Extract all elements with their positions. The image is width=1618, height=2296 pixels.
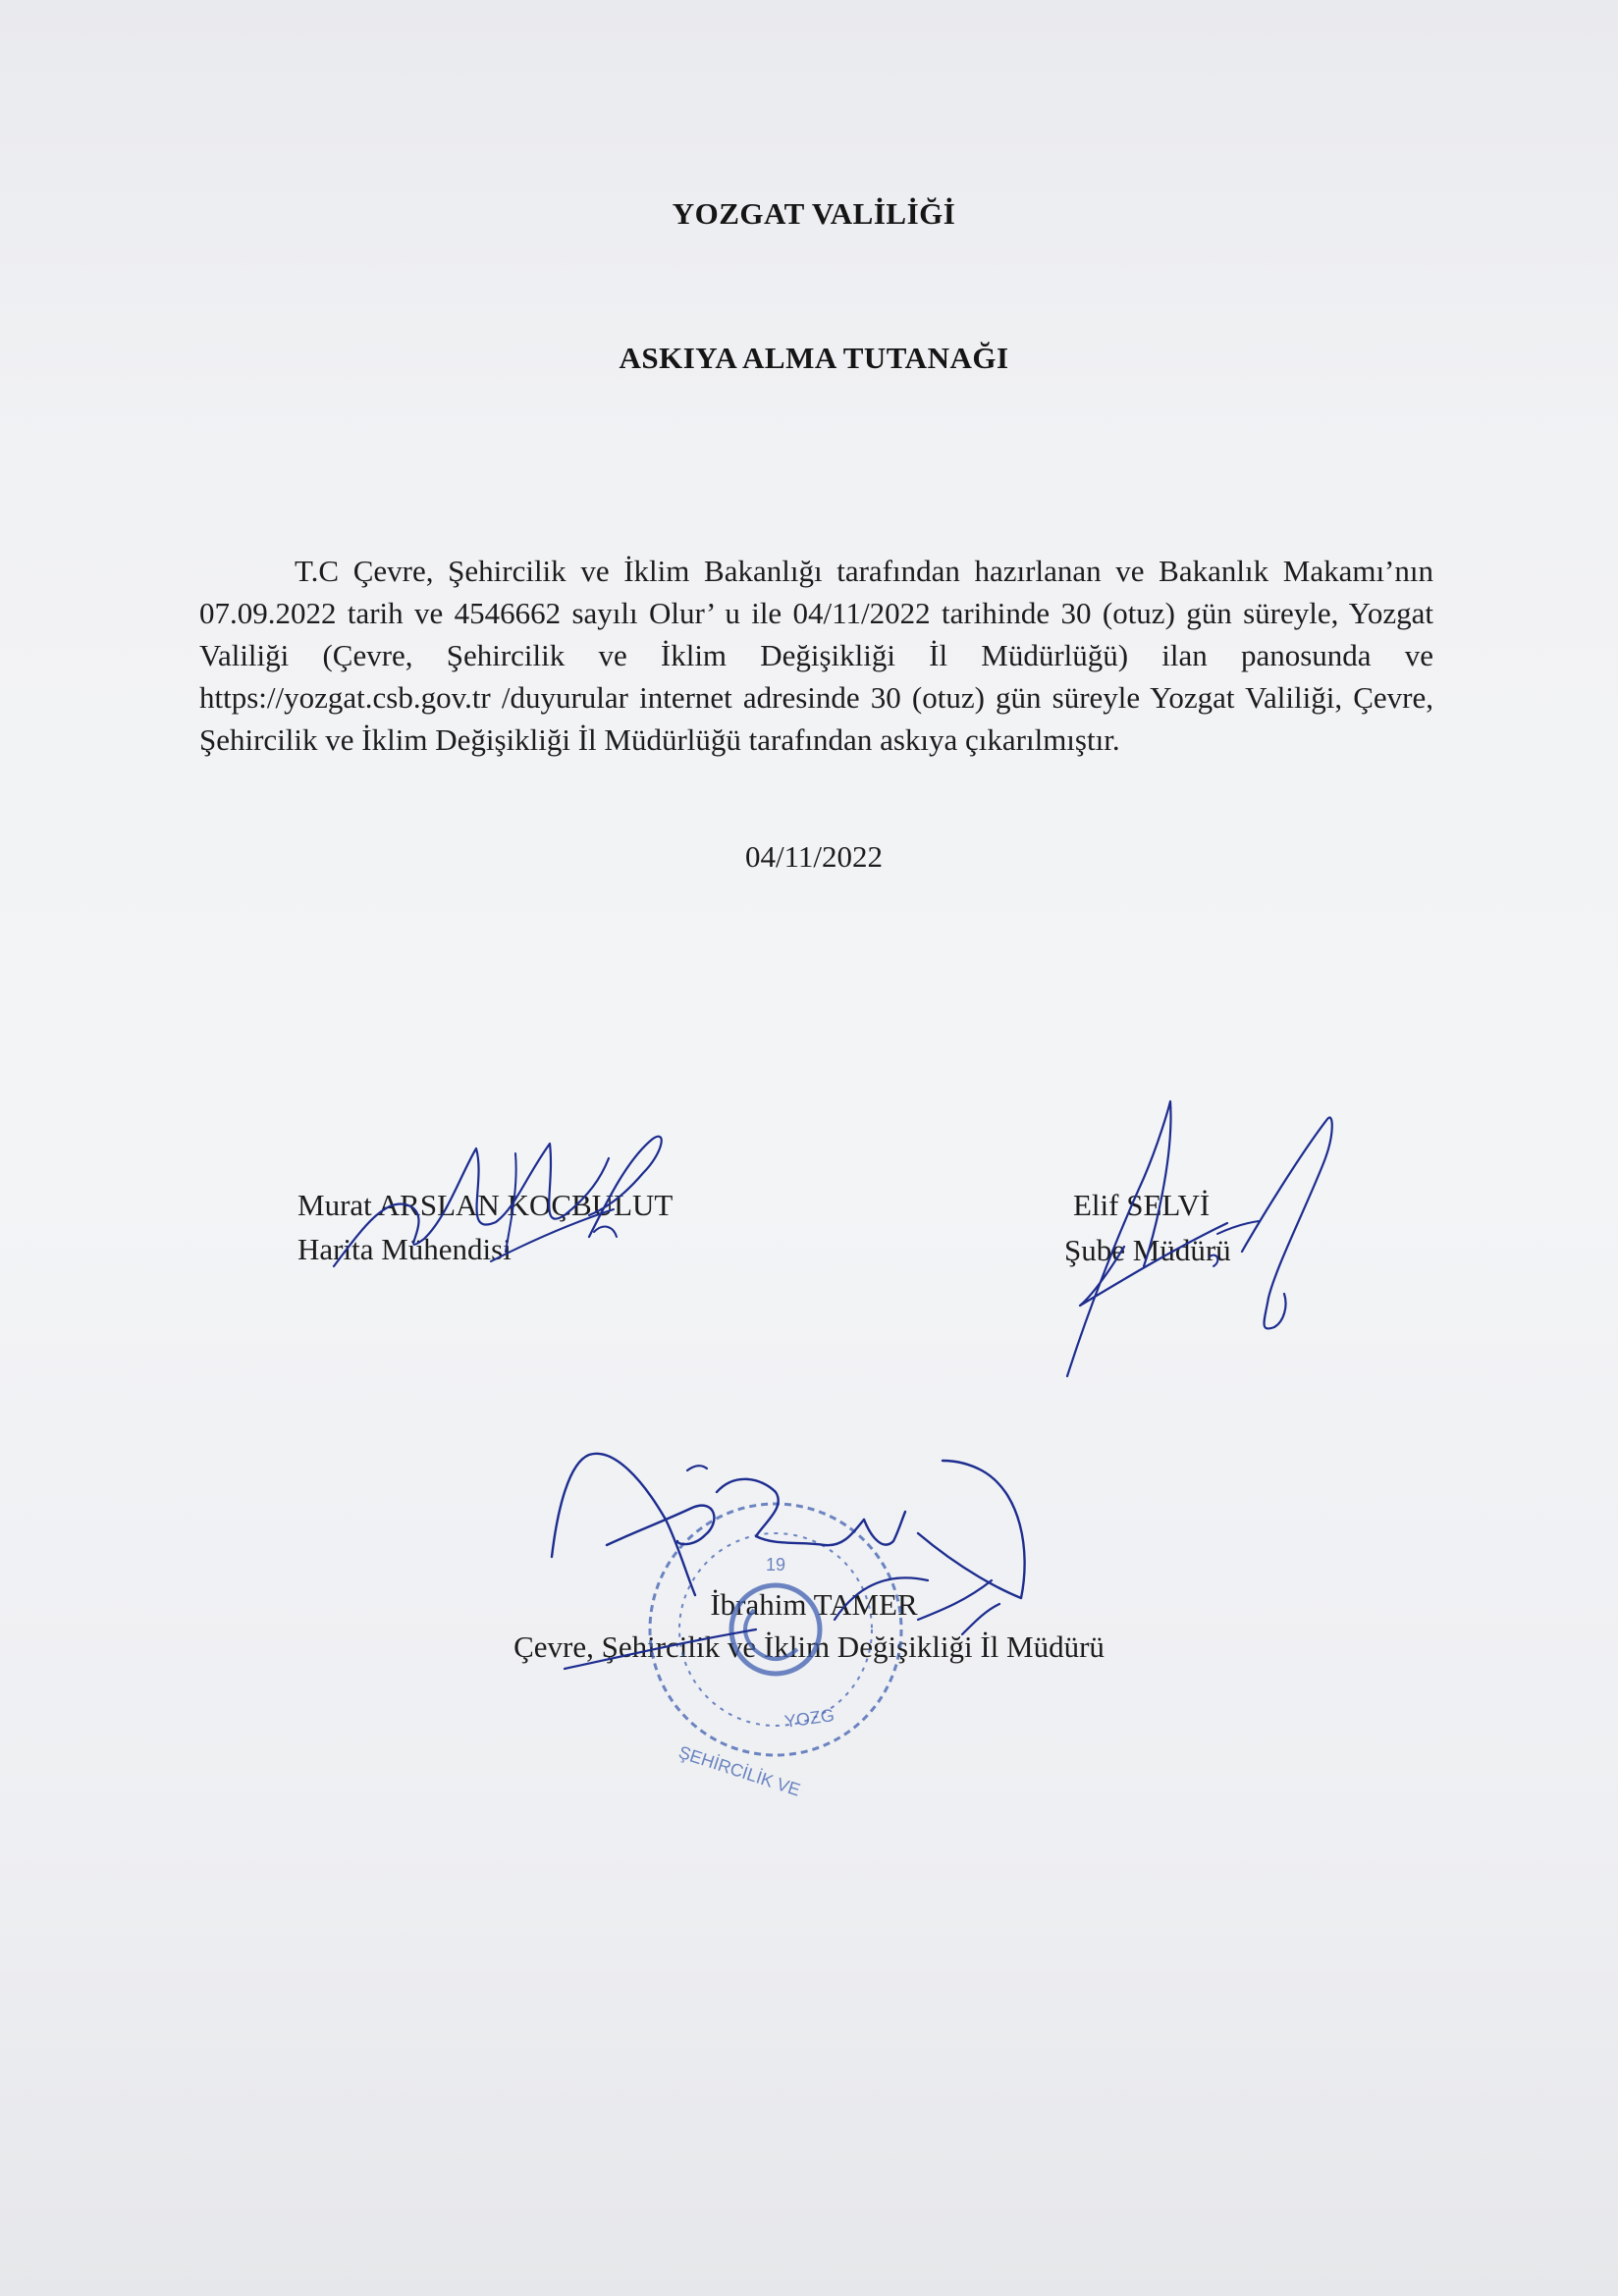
authority-heading: YOZGAT VALİLİĞİ: [672, 196, 956, 231]
stamp-city: YOZG: [782, 1705, 836, 1732]
signatory-2-name: Elif SELVİ: [1073, 1188, 1211, 1222]
signatory-3-name: İbrahim TAMER: [710, 1587, 918, 1622]
signatory-1-name: Murat ARSLAN KOÇBULUT: [297, 1188, 674, 1222]
document-date: 04/11/2022: [744, 839, 884, 874]
signatory-2-role: Şube Müdürü: [1064, 1233, 1231, 1267]
document-title: ASKIYA ALMA TUTANAĞI: [619, 341, 1009, 375]
body-paragraph: T.C Çevre, Şehircilik ve İklim Bakanlığı tarafından hazırlanan ve Bakanlık Makamı’nın 07.09.2022 tarih ve 4546662 sayılı Olur’ u ile 04/11/2022 tarihinde 30 (otuz) gün süreyle, Yozgat Valiliği (Çevre, Şehircilik ve İklim Değişikliği İl Müdürlüğü) ilan panosunda ve https://yozgat.csb.gov.tr /duyurular internet adresinde 30 (otuz) gün süreyle Yozgat Valiliği, Çevre, Şehircilik ve İklim Değişikliği İl Müdürlüğü tarafından askıya çıkarılmıştır.: [199, 554, 1433, 757]
signatory-3-role: Çevre, Şehircilik ve İklim Değişikliği İl Müdürü: [513, 1629, 1105, 1664]
stamp-ring-text: ŞEHİRCİLİK VE: [675, 1741, 803, 1800]
stamp-number: 19: [766, 1555, 786, 1575]
signatory-1-role: Harita Mühendisi: [297, 1232, 512, 1266]
